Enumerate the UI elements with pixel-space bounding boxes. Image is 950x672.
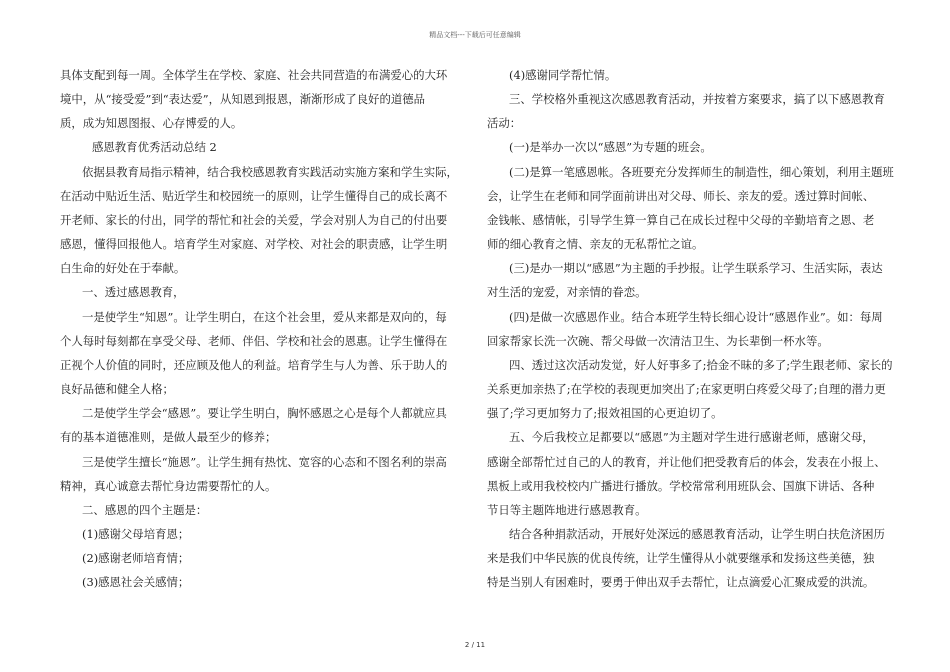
right-column: [487, 63, 892, 594]
list-item: (4)感谢同学帮忙情。: [509, 68, 617, 82]
paragraph-learn-gratitude: [60, 401, 460, 449]
heading-one: 一、透过感恩教育，: [82, 285, 185, 300]
paragraph-results: [487, 353, 892, 425]
list-item: (3)感恩社会关感情；: [82, 575, 190, 590]
text-line: 结合各种捐款活动，开展好处深远的感恩教育活动，让学生明白扶危济困历: [509, 526, 885, 541]
paragraph-gratitude-account: [487, 160, 892, 257]
text-line: 来是我们中华民族的优良传统，让学生懂得从小就要继承和发扬这些美德，独: [487, 551, 875, 566]
text-line: 四、透过这次活动发觉，好人好事多了;拾金不昧的多了;学生跟老师、家长的: [509, 357, 893, 372]
text-line: 三是使学生擅长“施恩”。让学生拥有热忱、宽容的心态和不图名利的崇高: [82, 454, 447, 469]
text-line: 良好品德和健全人格；: [60, 382, 174, 397]
text-line: 质，成为知恩图报、心存博爱的人。: [60, 116, 243, 131]
text-line: 个人每时每刻都在享受父母、老师、伴侣、学校和社会的恩惠。让学生懂得在: [60, 333, 448, 348]
paragraph-gratitude-homework: [487, 305, 892, 353]
paragraph-intro: [60, 63, 460, 135]
paragraph-background: [60, 160, 460, 281]
text-line: 对生活的宠爱，对亲情的眷恋。: [487, 285, 647, 300]
text-line: 师的细心教育之情、亲友的无私帮忙之谊。: [487, 237, 704, 252]
activity-item: (一)是举办一次以“感恩”为专题的班会。: [509, 140, 712, 155]
text-line: 正视个人价值的同时，还应顾及他人的利益。培育学生与人为善、乐于助人的: [60, 357, 448, 372]
text-line: 有的基本道德准则，是做人最至少的修养；: [60, 430, 277, 445]
text-line: 白生命的好处在于奉献。: [60, 261, 186, 276]
paragraph-activities-intro: [487, 87, 892, 135]
text-line: 精神，真心诚意去帮忙身边需要帮忙的人。: [60, 478, 277, 493]
page-number: 2 / 11: [464, 641, 486, 649]
paragraph-handwritten-paper: [487, 256, 892, 304]
text-line: 开老师、家长的付出，同学的帮忙和社会的关爱，学会对别人为自己的付出要: [60, 212, 448, 227]
text-line: 活动：: [487, 116, 522, 131]
text-line: 强了;学习更加努力了;报效祖国的心更迫切了。: [487, 406, 723, 421]
text-line: 依据县教育局指示精神，结合我校感恩教育实践活动实施方案和学生实际，: [82, 164, 458, 179]
text-line: (二)是算一笔感恩帐。各班要充分发挥师生的制造性，细心策划，利用主题班: [509, 164, 894, 179]
paragraph-future: [487, 425, 892, 522]
section-title: 感恩教育优秀活动总结 2: [92, 140, 217, 155]
text-line: 回家帮家长洗一次碗、帮父母做一次清洁卫生、为长辈倒一杯水等。: [487, 333, 829, 348]
text-line: 五、今后我校立足都要以“感恩”为主题对学生进行感谢老师，感谢父母，: [509, 430, 874, 445]
text-line: 一是使学生“知恩”。让学生明白，在这个社会里，爱从来都是双向的，每: [82, 309, 447, 324]
heading-two: 二、感恩的四个主题是：: [82, 502, 208, 517]
text-line: 境中，从“接受爱”到“表达爱”，从知恩到报恩，渐渐形成了良好的道德品: [60, 92, 426, 107]
list-item: (1)感谢父母培育恩；: [82, 526, 190, 541]
list-item: (2)感谢老师培育情；: [82, 551, 190, 566]
text-line: 特是当别人有困难时，要勇于伸出双手去帮忙，让点滴爱心汇聚成爱的洪流。: [487, 575, 875, 590]
left-column: [60, 63, 460, 594]
paragraph-donation: [487, 522, 892, 594]
text-line: 感谢全部帮忙过自己的人的教育，并让他们把受教育后的体会，发表在小报上、: [487, 454, 886, 469]
text-line: 在活动中贴近生活、贴近学生和校园统一的原则，让学生懂得自己的成长离不: [60, 188, 448, 203]
text-line: 黑板上或用我校校内广播进行播放。学校常常利用班队会、国旗下讲话、各种: [487, 478, 875, 493]
text-line: 节日等主题阵地进行感恩教育。: [487, 502, 647, 517]
text-line: 会，让学生在老师和同学面前讲出对父母、师长、亲友的爱。透过算时间帐、: [487, 188, 875, 203]
text-line: 金钱帐、感情帐，引导学生算一算自己在成长过程中父母的辛勤培育之恩、老: [487, 212, 875, 227]
paragraph-give-grace: [60, 450, 460, 498]
text-line: (三)是办一期以“感恩”为主题的手抄报。让学生联系学习、生活实际，表达: [509, 261, 883, 276]
text-line: 三、学校格外重视这次感恩教育活动，并按着方案要求，搞了以下感恩教育: [509, 92, 885, 107]
text-line: 二是使学生学会“感恩”。要让学生明白，胸怀感恩之心是每个人都就应具: [82, 406, 447, 421]
text-line: 感恩，懂得回报他人。培育学生对家庭、对学校、对社会的职责感，让学生明: [60, 237, 448, 252]
paragraph-know-grace: [60, 305, 460, 402]
text-line: 关系更加亲热了;在学校的表现更加突出了;在家更明白疼爱父母了;自理的潜力更: [487, 382, 886, 397]
page-header: 精品文档---下载后可任意编辑: [429, 31, 521, 39]
text-line: (四)是做一次感恩作业。结合本班学生特长细心设计“感恩作业”。如：每周: [509, 309, 883, 324]
text-line: 具体支配到每一周。全体学生在学校、家庭、社会共同营造的布满爱心的大环: [60, 68, 448, 82]
